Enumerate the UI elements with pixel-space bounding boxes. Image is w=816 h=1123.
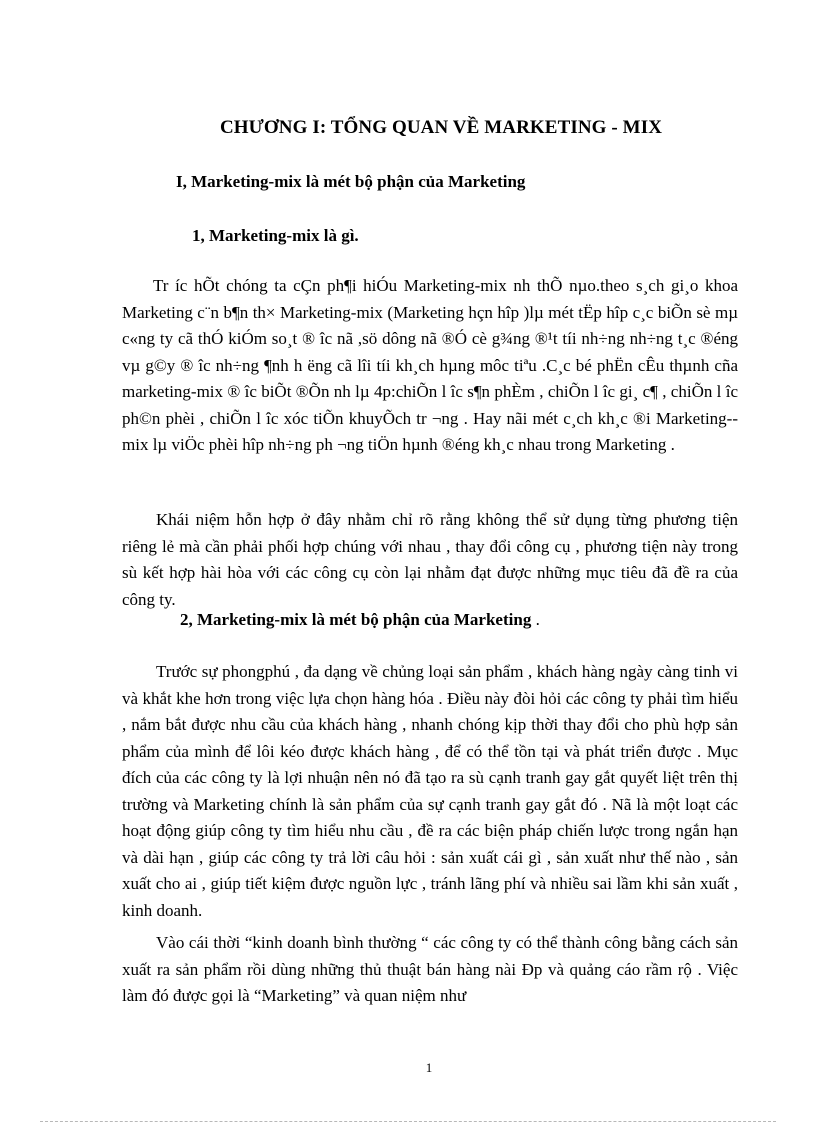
- subsection-heading-1: 1, Marketing-mix là gì.: [192, 226, 359, 245]
- paragraph-2-text: Khái niệm hỗn hợp ở đây nhằm chỉ rõ rằng không thể sử dụng từng phương tiện riêng lẻ mà cần phải phối hợp chúng với nhau , thay đổi công cụ , phương tiện này trong sù kết hợp hài hòa với các công cụ còn lại nhằm đạt được những mục tiêu đã đề ra của công ty.: [122, 510, 738, 609]
- section-heading: I, Marketing-mix là mét bộ phận của Marketing: [176, 172, 526, 191]
- subsection-heading-2-tail: .: [531, 610, 540, 629]
- paragraph-3-text: Trước sự phongphú , đa dạng về chủng loại sản phẩm , khách hàng ngày càng tinh vi và khắt khe hơn trong việc lựa chọn hàng hóa . Điều này đòi hỏi các công ty phải tìm hiểu , nắm bắt được nhu cầu của khách hàng , nhanh chóng kịp thời thay đổi cho phù hợp sản phẩm của mình để lôi kéo được khách hàng , để có thể tồn tại và phát triển được . Mục đích của các công ty là lợi nhuận nên nó đã tạo ra sù cạnh tranh gay gắt quyết liệt trên thị trường và Marketing chính là sản phẩm của sự cạnh tranh gay gắt đó . Nã là một loạt các hoạt động giúp công ty tìm hiểu nhu cầu , đề ra các biện pháp chiến lược trong ngắn hạn và dài hạn , giúp các công ty trả lời câu hỏi : sản xuất cái gì , sản xuất như thế nào , sản xuất cho ai , giúp tiết kiệm được nguồn lực , tránh lãng phí và nhiều sai lầm khi sản xuất , kinh doanh.: [122, 662, 738, 920]
- page-number: 1: [425, 1060, 433, 1075]
- page-bottom-divider: [40, 1121, 776, 1122]
- paragraph-4-text: Vào cái thời “kinh doanh bình thường “ các công ty có thể thành công bằng cách sản xuất ra sản phẩm rồi dùng những thủ thuật bán hàng nài Ðp và quảng cáo rầm rộ . Việc làm đó được gọi là “Marketing” và quan niệm như: [122, 933, 738, 1005]
- paragraph-4: [122, 930, 738, 1010]
- paragraph-1: [122, 273, 738, 459]
- chapter-title: CHƯƠNG I: TỔNG QUAN VỀ MARKETING - MIX: [219, 117, 663, 138]
- paragraph-2: [122, 507, 738, 613]
- subsection-heading-2-text: 2, Marketing-mix là mét bộ phận của Marketing: [180, 610, 532, 629]
- paragraph-3: [122, 659, 738, 924]
- subsection-heading-2: [180, 610, 540, 630]
- paragraph-1-text: Tr íc hÕt chóng ta cÇn ph¶i hiÓu Marketing-mix nh thÕ nµo.theo s¸ch gi¸o khoa Marketing c¨n b¶n th× Marketing-mix (Marketing hçn hîp )lµ mét tËp hîp c¸c biÕn sè mµ c«ng ty cã thÓ kiÓm so¸t ® îc nã ,sö dông nã ®Ó cè g¾ng ®¹t tíi nh÷ng nh÷ng t¸c ®éng vµ g©y ® îc nh÷ng ¶nh h ëng cã lîi tíi kh¸ch hµng môc tiªu .C¸c bé phËn cÊu thµnh cña marketing-mix ® îc biÕt ®Õn nh lµ 4p:chiÕn l îc s¶n phÈm , chiÕn l îc gi¸ c¶ , chiÕn l îc ph©n phèi , chiÕn l îc xóc tiÕn khuyÕch tr ¬ng . Hay nãi mét c¸ch kh¸c ®i Marketing--mix lµ viÖc phèi hîp nh÷ng ph ¬ng tiÖn hµnh ®éng kh¸c nhau trong Marketing .: [122, 276, 738, 454]
